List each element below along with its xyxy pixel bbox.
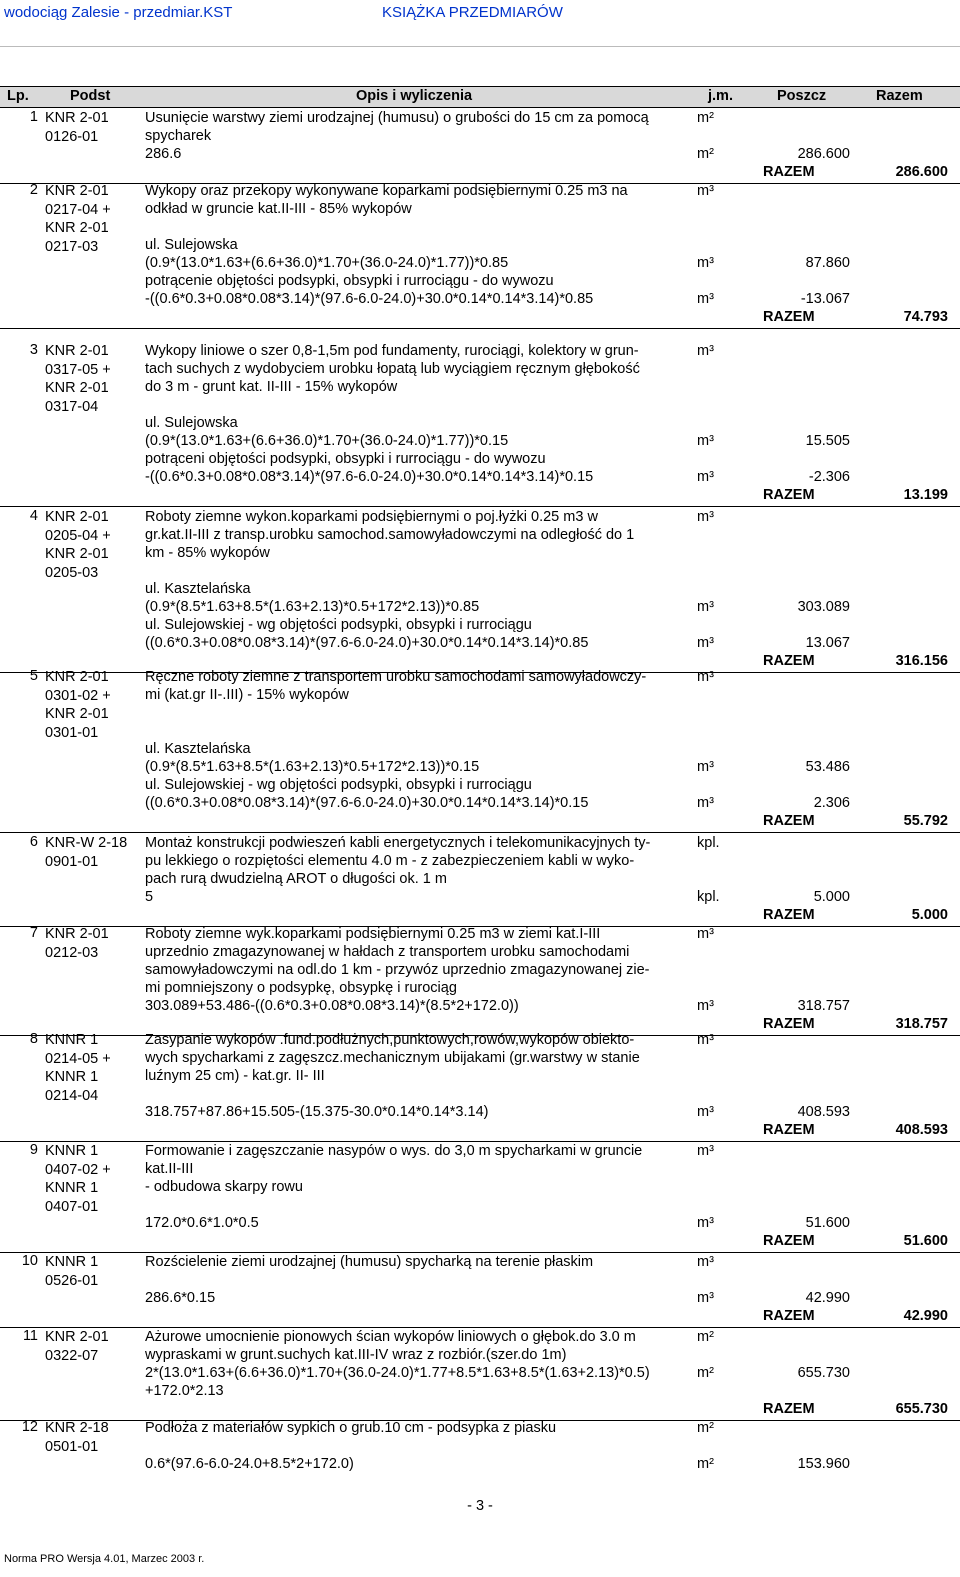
item-total-value: 408.593 — [895, 1122, 948, 1138]
item-total-value: 316.156 — [895, 653, 948, 669]
calculation-unit: m³ — [697, 795, 714, 811]
item-description-line: Usunięcie warstwy ziemi urodzajnej (humusu) o grubości do 15 cm za pomocą — [145, 110, 649, 126]
calculation-quantity: 286.600 — [797, 146, 850, 162]
col-header-opis: Opis i wyliczenia — [356, 88, 473, 104]
item-total-label: RAZEM — [763, 309, 815, 325]
item-separator — [0, 506, 960, 507]
item-total-label: RAZEM — [763, 1233, 815, 1249]
item-total-label: RAZEM — [763, 164, 815, 180]
item-catalog-code: KNR 2-01 0126-01 — [45, 110, 109, 145]
item-total-value: 42.990 — [903, 1308, 948, 1324]
item-description-line: Zasypanie wykopów .fund.podłużnych,punktowych,rowów,wykopów obiekto- — [145, 1032, 635, 1048]
calculation-unit: kpl. — [697, 889, 720, 905]
calculation-quantity: 13.067 — [805, 635, 850, 651]
calculation-unit: m³ — [697, 1104, 714, 1120]
item-description-line: luźnym 25 cm) - kat.gr. II- III — [145, 1068, 325, 1084]
item-description-line: Montaż konstrukcji podwieszeń kabli energetycznych i telekomunikacyjnych ty- — [145, 835, 651, 851]
item-number: 1 — [29, 109, 38, 125]
calculation-quantity: 408.593 — [797, 1104, 850, 1120]
item-number: 3 — [29, 342, 38, 358]
item-description-line: mi pomniejszony o podsypkę, obsypkę i rurociąg — [145, 980, 457, 996]
calculation-unit: m³ — [697, 291, 714, 307]
item-description-line: Podłoża z materiałów sypkich o grub.10 cm - podsypka z piasku — [145, 1420, 557, 1436]
calculation-unit: m³ — [697, 433, 714, 449]
item-total-label: RAZEM — [763, 907, 815, 923]
calculation-formula: 286.6 — [145, 146, 182, 162]
item-total-value: 655.730 — [895, 1401, 948, 1417]
calculation-formula: 286.6*0.15 — [145, 1290, 216, 1306]
item-description-line: tach suchych z wydobyciem urobku łopatą lub wyciągiem ręcznym głębokość — [145, 361, 640, 377]
item-total-value: 13.199 — [903, 487, 948, 503]
item-number: 12 — [21, 1419, 38, 1435]
calculation-formula: ul. Sulejowskiej - wg objętości podsypki, obsypki i rurrociągu — [145, 617, 532, 633]
calculation-quantity: 15.505 — [805, 433, 850, 449]
item-description-line: Formowanie i zagęszczanie nasypów o wys. do 3,0 m spycharkami w gruncie — [145, 1143, 643, 1159]
item-separator — [0, 832, 960, 833]
item-unit: m³ — [697, 509, 714, 525]
calculation-formula: 172.0*0.6*1.0*0.5 — [145, 1215, 259, 1231]
calculation-quantity: 53.486 — [805, 759, 850, 775]
calculation-formula: 2*(13.0*1.63+(6.6+36.0)*1.70+(36.0-24.0)*1.77+8.5*1.63+8.5*(1.63+2.13)*0.5) — [145, 1365, 650, 1381]
item-description-line: Wykopy oraz przekopy wykonywane koparkami podsiębiernymi 0.25 m3 na — [145, 183, 628, 199]
item-number: 8 — [29, 1031, 38, 1047]
item-number: 11 — [22, 1328, 38, 1344]
calculation-formula: potrącenie objętości podsypki, obsypki i rurrociągu - do wywozu — [145, 273, 554, 289]
item-catalog-code: KNNR 1 0214-05 + KNNR 1 0214-04 — [45, 1032, 111, 1104]
item-unit: m³ — [697, 1143, 714, 1159]
item-description-line: kat.II-III — [145, 1161, 194, 1177]
header-book-title: KSIĄŻKA PRZEDMIARÓW — [382, 4, 563, 21]
calculation-formula: 5 — [145, 889, 154, 905]
item-unit: m³ — [697, 669, 714, 685]
item-unit: m³ — [697, 926, 714, 942]
item-catalog-code: KNR 2-01 0322-07 — [45, 1329, 109, 1364]
item-total-label: RAZEM — [763, 1016, 815, 1032]
item-description-line: Roboty ziemne wyk.koparkami podsiębiernymi 0.25 m3 w ziemi kat.I-III — [145, 926, 601, 942]
item-description-line: wypraskami w grunt.suchych kat.III-IV wraz z rozbiór.(szer.do 1m) — [145, 1347, 567, 1363]
calculation-formula: 318.757+87.86+15.505-(15.375-30.0*0.14*0.14*3.14) — [145, 1104, 489, 1120]
col-header-jm: j.m. — [708, 88, 733, 104]
calculation-unit: m² — [697, 146, 714, 162]
item-catalog-code: KNNR 1 0407-02 + KNNR 1 0407-01 — [45, 1143, 111, 1215]
item-description-line: - odbudowa skarpy rowu — [145, 1179, 303, 1195]
item-unit: m² — [697, 110, 714, 126]
item-catalog-code: KNR 2-01 0317-05 + KNR 2-01 0317-04 — [45, 343, 111, 415]
calculation-formula: (0.9*(8.5*1.63+8.5*(1.63+2.13)*0.5+172*2.13))*0.15 — [145, 759, 480, 775]
item-total-value: 5.000 — [911, 907, 948, 923]
col-header-podst: Podst — [70, 88, 111, 104]
item-number: 5 — [29, 668, 38, 684]
item-unit: m² — [697, 1420, 714, 1436]
item-catalog-code: KNNR 1 0526-01 — [45, 1254, 99, 1289]
calculation-formula: (0.9*(8.5*1.63+8.5*(1.63+2.13)*0.5+172*2.13))*0.85 — [145, 599, 480, 615]
item-description-line: gr.kat.II-III z transp.urobku samochod.samowyładowczymi na odległość do 1 — [145, 527, 635, 543]
item-description-line: pu lekkiego o rozpiętości elementu 4.0 m - z zabezpieczeniem kabli w wyko- — [145, 853, 635, 869]
item-description-line: ul. Kasztelańska — [145, 741, 251, 757]
item-description-line: samowyładowczymi na odl.do 1 km - przywóz uprzednio zmagazynowanej zie- — [145, 962, 650, 978]
calculation-quantity: 87.860 — [805, 255, 850, 271]
item-description-line: Ażurowe umocnienie pionowych ścian wykopów liniowych o głębok.do 3.0 m — [145, 1329, 636, 1345]
calculation-quantity: -13.067 — [800, 291, 850, 307]
item-total-value: 51.600 — [903, 1233, 948, 1249]
table-header-row — [0, 86, 960, 108]
item-unit: m³ — [697, 1032, 714, 1048]
item-number: 6 — [29, 834, 38, 850]
item-description-line: odkład w gruncie kat.II-III - 85% wykopów — [145, 201, 412, 217]
item-total-label: RAZEM — [763, 1308, 815, 1324]
calculation-quantity: 318.757 — [797, 998, 850, 1014]
calculation-quantity: 655.730 — [797, 1365, 850, 1381]
item-total-value: 55.792 — [903, 813, 948, 829]
calculation-unit: m³ — [697, 255, 714, 271]
calculation-formula: potrąceni objętości podsypki, obsypki i rurrociągu - do wywozu — [145, 451, 546, 467]
item-number: 7 — [29, 925, 38, 941]
item-number: 10 — [21, 1253, 38, 1269]
col-header-lp: Lp. — [7, 88, 29, 104]
calculation-unit: m³ — [697, 635, 714, 651]
calculation-formula: -((0.6*0.3+0.08*0.08*3.14)*(97.6-6.0-24.0)+30.0*0.14*0.14*3.14)*0.85 — [145, 291, 594, 307]
calculation-quantity: -2.306 — [808, 469, 850, 485]
item-catalog-code: KNR 2-18 0501-01 — [45, 1420, 109, 1455]
item-total-label: RAZEM — [763, 487, 815, 503]
item-description-line: ul. Sulejowska — [145, 415, 238, 431]
calculation-quantity: 5.000 — [813, 889, 850, 905]
calculation-unit: m³ — [697, 599, 714, 615]
item-total-value: 74.793 — [903, 309, 948, 325]
item-number: 4 — [29, 508, 38, 524]
calculation-quantity: 51.600 — [805, 1215, 850, 1231]
item-description-line: km - 85% wykopów — [145, 545, 270, 561]
item-description-line: Roboty ziemne wykon.koparkami podsiębiernymi o poj.łyżki 0.25 m3 w — [145, 509, 598, 525]
calculation-unit: m² — [697, 1456, 714, 1472]
calculation-unit: m³ — [697, 1215, 714, 1231]
col-header-razem: Razem — [876, 88, 923, 104]
item-catalog-code: KNR 2-01 0301-02 + KNR 2-01 0301-01 — [45, 669, 111, 741]
item-catalog-code: KNR 2-01 0205-04 + KNR 2-01 0205-03 — [45, 509, 111, 581]
item-separator — [0, 328, 960, 329]
item-description-line: wych spycharkami z zagęszcz.mechanicznym ubijakami (gr.warstwy w stanie — [145, 1050, 640, 1066]
item-description-line: spycharek — [145, 128, 212, 144]
item-total-value: 318.757 — [895, 1016, 948, 1032]
calculation-unit: m³ — [697, 1290, 714, 1306]
calculation-unit: m³ — [697, 998, 714, 1014]
item-total-value: 286.600 — [895, 164, 948, 180]
calculation-quantity: 2.306 — [813, 795, 850, 811]
item-unit: kpl. — [697, 835, 720, 851]
item-description-line: pach rurą dwudzielną AROT o długości ok. 1 m — [145, 871, 447, 887]
header-file-name: wodociąg Zalesie - przedmiar.KST — [4, 4, 233, 21]
calculation-formula: 0.6*(97.6-6.0-24.0+8.5*2+172.0) — [145, 1456, 354, 1472]
document-header — [0, 0, 960, 47]
calculation-formula: (0.9*(13.0*1.63+(6.6+36.0)*1.70+(36.0-24.0)*1.77))*0.15 — [145, 433, 509, 449]
item-number: 9 — [29, 1142, 38, 1158]
col-header-poszcz: Poszcz — [777, 88, 827, 104]
item-description-line: Ręczne roboty ziemne z transportem urobku samochodami samowyładowczy- — [145, 669, 647, 685]
item-total-label: RAZEM — [763, 653, 815, 669]
calculation-formula: +172.0*2.13 — [145, 1383, 224, 1399]
calculation-quantity: 153.960 — [797, 1456, 850, 1472]
calculation-formula: 303.089+53.486-((0.6*0.3+0.08*0.08*3.14)*(8.5*2+172.0)) — [145, 998, 519, 1014]
item-unit: m³ — [697, 343, 714, 359]
item-description-line: ul. Sulejowska — [145, 237, 238, 253]
calculation-formula: ((0.6*0.3+0.08*0.08*3.14)*(97.6-6.0-24.0)+30.0*0.14*0.14*3.14)*0.85 — [145, 635, 589, 651]
item-description-line: uprzednio zmagazynowanej w hałdach z transportem urobku samochodami — [145, 944, 630, 960]
calculation-formula: -((0.6*0.3+0.08*0.08*3.14)*(97.6-6.0-24.0)+30.0*0.14*0.14*3.14)*0.15 — [145, 469, 594, 485]
calculation-formula: (0.9*(13.0*1.63+(6.6+36.0)*1.70+(36.0-24.0)*1.77))*0.85 — [145, 255, 509, 271]
calculation-unit: m² — [697, 1365, 714, 1381]
calculation-quantity: 42.990 — [805, 1290, 850, 1306]
calculation-formula: ul. Sulejowskiej - wg objętości podsypki, obsypki i rurrociągu — [145, 777, 532, 793]
item-unit: m² — [697, 1329, 714, 1345]
item-unit: m³ — [697, 1254, 714, 1270]
software-footer: Norma PRO Wersja 4.01, Marzec 2003 r. — [4, 1553, 205, 1565]
calculation-quantity: 303.089 — [797, 599, 850, 615]
item-catalog-code: KNR 2-01 0212-03 — [45, 926, 109, 961]
item-catalog-code: KNR-W 2-18 0901-01 — [45, 835, 128, 870]
item-description-line: do 3 m - grunt kat. II-III - 15% wykopów — [145, 379, 398, 395]
item-total-label: RAZEM — [763, 1401, 815, 1417]
item-description-line: Rozścielenie ziemi urodzajnej (humusu) spycharką na terenie płaskim — [145, 1254, 594, 1270]
item-description-line: ul. Kasztelańska — [145, 581, 251, 597]
item-total-label: RAZEM — [763, 813, 815, 829]
item-unit: m³ — [697, 183, 714, 199]
item-description-line: Wykopy liniowe o szer 0,8-1,5m pod fundamenty, rurociągi, kolektory w grun- — [145, 343, 639, 359]
item-catalog-code: KNR 2-01 0217-04 + KNR 2-01 0217-03 — [45, 183, 111, 255]
item-total-label: RAZEM — [763, 1122, 815, 1138]
item-description-line: mi (kat.gr II-.III) - 15% wykopów — [145, 687, 349, 703]
item-number: 2 — [29, 182, 38, 198]
calculation-formula: ((0.6*0.3+0.08*0.08*3.14)*(97.6-6.0-24.0)+30.0*0.14*0.14*3.14)*0.15 — [145, 795, 589, 811]
page-number: - 3 - — [467, 1498, 493, 1514]
calculation-unit: m³ — [697, 759, 714, 775]
calculation-unit: m³ — [697, 469, 714, 485]
